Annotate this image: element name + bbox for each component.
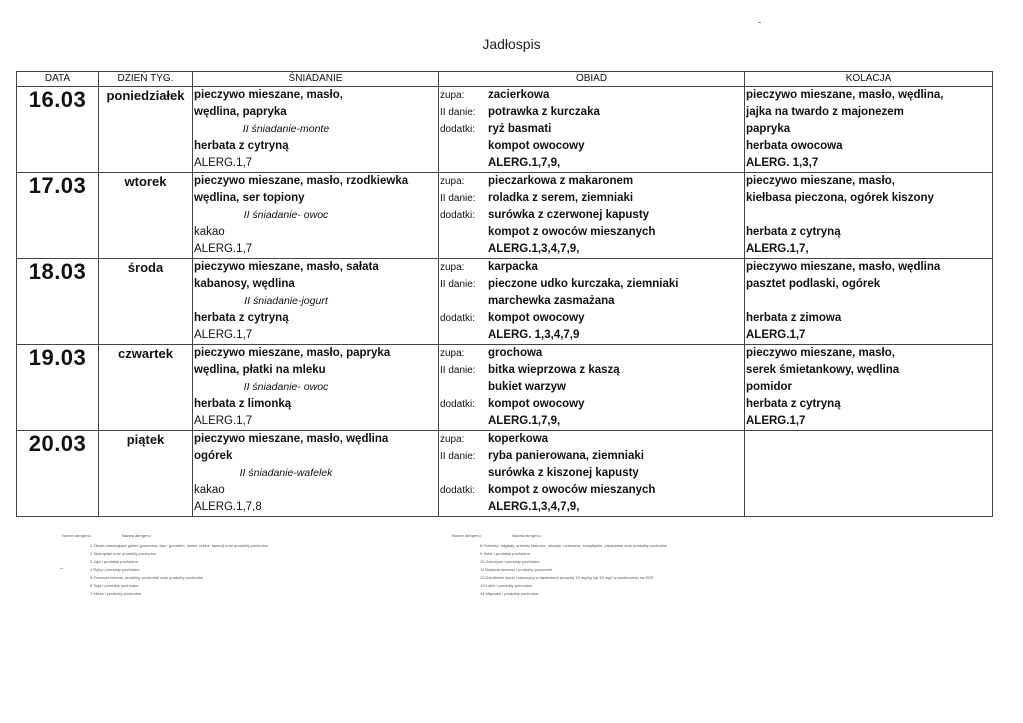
- lunch-dish: ALERG.1,7,9,: [488, 415, 561, 427]
- lunch-line: [440, 104, 744, 121]
- breakfast-line: kabanosy, wędlina: [194, 278, 295, 290]
- lunch-line: [440, 499, 744, 516]
- allergen-legend-right: [452, 532, 667, 598]
- legend-row: 10 Gorczyca i produkty pochodne: [480, 559, 540, 564]
- lunch-cell: [439, 87, 745, 173]
- lunch-line: [440, 465, 744, 482]
- lunch-line: [440, 190, 744, 207]
- dinner-line: kiełbasa pieczona, ogórek kiszony: [746, 192, 934, 204]
- lunch-line: [440, 413, 744, 430]
- dinner-line: ALERG.1,7: [746, 415, 806, 427]
- breakfast-line: kakao: [194, 226, 225, 238]
- dinner-line: herbata owocowa: [746, 140, 843, 152]
- breakfast-line: pieczywo mieszane, masło, papryka: [194, 347, 391, 359]
- lunch-course-label: II danie:: [440, 193, 476, 204]
- day-row: [17, 87, 993, 173]
- lunch-dish: roladka z serem, ziemniaki: [488, 192, 634, 204]
- lunch-dish: grochowa: [488, 347, 543, 359]
- breakfast-line: II śniadanie-wafelek: [239, 467, 333, 479]
- breakfast-cell: [193, 87, 439, 173]
- weekday-cell: [99, 431, 193, 517]
- lunch-line: [440, 293, 744, 310]
- legend-row: 7 Mleko i produkty pochodne: [90, 591, 142, 596]
- lunch-line: [440, 259, 744, 276]
- lunch-line: [440, 431, 744, 448]
- lunch-line: [440, 379, 744, 396]
- legend-row: 3 Jaja i produkty pochodne: [90, 559, 138, 564]
- lunch-dish: pieczone udko kurczaka, ziemniaki: [488, 278, 679, 290]
- lunch-line: [440, 121, 744, 138]
- breakfast-line: ALERG.1,7: [194, 329, 253, 341]
- lunch-course-label: [440, 413, 488, 430]
- dinner-line: serek śmietankowy, wędlina: [746, 364, 900, 376]
- lunch-dish: ALERG.1,3,4,7,9,: [488, 501, 580, 513]
- menu-table: [16, 71, 993, 517]
- breakfast-cell: [193, 431, 439, 517]
- lunch-line: [440, 241, 744, 258]
- lunch-dish: zacierkowa: [488, 89, 550, 101]
- dinner-line: ALERG.1,7: [746, 329, 806, 341]
- lunch-course-label: zupa:: [440, 176, 465, 187]
- weekday-cell: [99, 173, 193, 259]
- dinner-line: papryka: [746, 123, 791, 135]
- breakfast-cell: [193, 345, 439, 431]
- header-day: DZIEŃ TYG.: [99, 72, 193, 87]
- dinner-line: ALERG. 1,3,7: [746, 157, 819, 169]
- lunch-dish: surówka z kiszonej kapusty: [488, 467, 639, 479]
- lunch-course-label: [440, 499, 488, 516]
- lunch-course-label: zupa:: [440, 348, 465, 359]
- breakfast-line: kakao: [194, 484, 225, 496]
- allergen-legend-left: [62, 532, 268, 598]
- lunch-line: [440, 396, 744, 413]
- breakfast-line: ALERG.1,7: [194, 243, 253, 255]
- lunch-dish: kompot owocowy: [488, 398, 585, 410]
- lunch-dish: koperkowa: [488, 433, 549, 445]
- dinner-cell: [745, 431, 993, 517]
- breakfast-line: herbata z cytryną: [194, 312, 289, 324]
- date-cell: [17, 173, 99, 259]
- scan-dash: –: [60, 566, 64, 572]
- dinner-line: jajka na twardo z majonezem: [746, 106, 904, 118]
- lunch-course-label: [440, 155, 488, 172]
- lunch-course-label: zupa:: [440, 434, 465, 445]
- lunch-dish: bukiet warzyw: [488, 381, 566, 393]
- lunch-line: [440, 224, 744, 241]
- legend-row: 1 Zboża zawierające gluten (pszenica, żyto, jęczmień, owies, orkisz, kamut) oraz produkty pochodne: [90, 543, 269, 548]
- legend-row: 14 Mięczaki i produkty pochodne: [480, 591, 539, 596]
- dinner-line: [746, 207, 992, 224]
- legend-col-name: Nazwa alergenu: [511, 533, 541, 538]
- lunch-cell: [439, 431, 745, 517]
- day-row: [17, 345, 993, 431]
- header-dinner: KOLACJA: [745, 72, 993, 87]
- dinner-line: herbata z zimowa: [746, 312, 842, 324]
- breakfast-cell: [193, 173, 439, 259]
- breakfast-line: herbata z cytryną: [194, 140, 289, 152]
- header-breakfast: ŚNIADANIE: [193, 72, 439, 87]
- day-row: [17, 173, 993, 259]
- breakfast-line: pieczywo mieszane, masło,: [194, 89, 343, 101]
- breakfast-line: wędlina, papryka: [194, 106, 287, 118]
- lunch-cell: [439, 173, 745, 259]
- dinner-line: pieczywo mieszane, masło,: [746, 347, 895, 359]
- header-date: DATA: [17, 72, 99, 87]
- lunch-dish: ryba panierowana, ziemniaki: [488, 450, 644, 462]
- lunch-dish: ALERG.1,7,9,: [488, 157, 561, 169]
- breakfast-line: ALERG.1,7: [194, 415, 253, 427]
- breakfast-line: pieczywo mieszane, masło, wędlina: [194, 433, 389, 445]
- date-cell: [17, 87, 99, 173]
- dinner-line: pasztet podlaski, ogórek: [746, 278, 881, 290]
- lunch-course-label: [440, 293, 488, 310]
- scan-mark: [758, 22, 761, 23]
- lunch-line: [440, 87, 744, 104]
- header-lunch: OBIAD: [439, 72, 745, 87]
- breakfast-line: II śniadanie-jogurt: [244, 295, 328, 307]
- lunch-course-label: [440, 224, 488, 241]
- breakfast-cell: [193, 259, 439, 345]
- dinner-cell: [745, 173, 993, 259]
- breakfast-line: II śniadanie- owoc: [243, 209, 329, 221]
- date-value: 16.03: [28, 87, 87, 112]
- lunch-cell: [439, 259, 745, 345]
- lunch-dish: marchewka zasmażana: [488, 295, 615, 307]
- breakfast-line: ALERG.1,7: [194, 157, 253, 169]
- lunch-line: [440, 138, 744, 155]
- dinner-cell: [745, 345, 993, 431]
- breakfast-line: pieczywo mieszane, masło, rzodkiewka: [194, 175, 409, 187]
- weekday-cell: [99, 345, 193, 431]
- lunch-dish: surówka z czerwonej kapusty: [488, 209, 650, 221]
- legend-row: 13 Łubin i produkty pochodne: [480, 583, 533, 588]
- lunch-dish: kompot owocowy: [488, 312, 585, 324]
- lunch-dish: potrawka z kurczaka: [488, 106, 600, 118]
- lunch-course-label: [440, 138, 488, 155]
- legend-row: 12 Dwutlenek siarki i siarczyny w stężeniach powyżej 10 mg/kg lub 10 mg/l w przeliczeniu na SO2: [480, 575, 654, 580]
- breakfast-line: pieczywo mieszane, masło, sałata: [194, 261, 379, 273]
- date-cell: [17, 431, 99, 517]
- dinner-line: herbata z cytryną: [746, 398, 841, 410]
- lunch-line: [440, 482, 744, 499]
- weekday-value: środa: [127, 260, 164, 275]
- lunch-line: [440, 448, 744, 465]
- date-cell: [17, 259, 99, 345]
- dinner-line: pomidor: [746, 381, 792, 393]
- page-title: Jadłospis: [482, 36, 541, 52]
- breakfast-line: herbata z limonką: [194, 398, 292, 410]
- breakfast-line: II śniadanie- owoc: [243, 381, 329, 393]
- header-row: [17, 72, 993, 87]
- legend-row: 2 Skorupiaki oraz produkty pochodne: [90, 551, 157, 556]
- lunch-course-label: [440, 379, 488, 396]
- breakfast-line: wędlina, płatki na mleku: [194, 364, 326, 376]
- lunch-line: [440, 362, 744, 379]
- dinner-cell: [745, 87, 993, 173]
- lunch-line: [440, 310, 744, 327]
- lunch-dish: ryż basmati: [488, 123, 552, 135]
- lunch-course-label: dodatki:: [440, 210, 476, 221]
- weekday-value: piątek: [126, 432, 165, 447]
- legend-col-name: Nazwa alergenu: [121, 533, 151, 538]
- lunch-dish: kompot z owoców mieszanych: [488, 226, 656, 238]
- lunch-dish: bitka wieprzowa z kaszą: [488, 364, 620, 376]
- weekday-cell: [99, 259, 193, 345]
- lunch-cell: [439, 345, 745, 431]
- lunch-course-label: zupa:: [440, 262, 465, 273]
- legend-row: 11 Nasiona sezamu i produkty pochodne: [480, 567, 553, 572]
- lunch-course-label: dodatki:: [440, 313, 476, 324]
- lunch-course-label: II danie:: [440, 451, 476, 462]
- breakfast-line: ogórek: [194, 450, 233, 462]
- weekday-cell: [99, 87, 193, 173]
- lunch-line: [440, 345, 744, 362]
- dinner-line: herbata z cytryną: [746, 226, 841, 238]
- lunch-course-label: [440, 327, 488, 344]
- lunch-course-label: II danie:: [440, 279, 476, 290]
- dinner-line: pieczywo mieszane, masło, wędlina,: [746, 89, 944, 101]
- breakfast-line: II śniadanie-monte: [242, 123, 330, 135]
- legend-col-number: Numer alergenu: [62, 533, 91, 538]
- lunch-course-label: zupa:: [440, 90, 465, 101]
- lunch-course-label: dodatki:: [440, 485, 476, 496]
- dinner-line: pieczywo mieszane, masło,: [746, 175, 895, 187]
- lunch-course-label: [440, 241, 488, 258]
- breakfast-line: ALERG.1,7,8: [194, 501, 262, 513]
- lunch-dish: kompot z owoców mieszanych: [488, 484, 656, 496]
- legend-col-number: Numer alergenu: [452, 533, 481, 538]
- date-value: 20.03: [28, 431, 87, 456]
- lunch-course-label: II danie:: [440, 365, 476, 376]
- lunch-dish: karpacka: [488, 261, 538, 273]
- lunch-dish: ALERG.1,3,4,7,9,: [488, 243, 580, 255]
- dinner-cell: [745, 259, 993, 345]
- lunch-line: [440, 327, 744, 344]
- legend-row: 9 Seler i produkty pochodne: [480, 551, 530, 556]
- dinner-line: pieczywo mieszane, masło, wędlina: [746, 261, 941, 273]
- weekday-value: czwartek: [118, 346, 173, 361]
- lunch-course-label: dodatki:: [440, 124, 476, 135]
- weekday-value: wtorek: [124, 174, 167, 189]
- lunch-line: [440, 207, 744, 224]
- weekday-value: poniedziałek: [106, 88, 185, 103]
- lunch-line: [440, 173, 744, 190]
- lunch-line: [440, 155, 744, 172]
- day-row: [17, 431, 993, 517]
- legend-row: 5 Orzeszki ziemne, produkty pochodne oraz produkty pochodne: [90, 575, 204, 580]
- lunch-dish: kompot owocowy: [488, 140, 585, 152]
- lunch-line: [440, 276, 744, 293]
- date-cell: [17, 345, 99, 431]
- lunch-course-label: [440, 465, 488, 482]
- date-value: 17.03: [28, 173, 87, 198]
- day-row: [17, 259, 993, 345]
- legend-row: 8 Orzechy: migdały, orzechy laskowe, włoskie, nerkowca, brazylijskie, pistacjowe oraz produkty pochodne: [480, 543, 668, 548]
- legend-row: 6 Soja i produkty pochodne: [90, 583, 139, 588]
- breakfast-line: wędlina, ser topiony: [194, 192, 305, 204]
- lunch-dish: ALERG. 1,3,4,7,9: [488, 329, 580, 341]
- date-value: 19.03: [28, 345, 87, 370]
- dinner-line: [746, 293, 992, 310]
- lunch-course-label: dodatki:: [440, 399, 476, 410]
- lunch-course-label: II danie:: [440, 107, 476, 118]
- date-value: 18.03: [28, 259, 87, 284]
- lunch-dish: pieczarkowa z makaronem: [488, 175, 634, 187]
- dinner-line: ALERG.1,7,: [746, 243, 809, 255]
- legend-row: 4 Ryby i produkty pochodne: [90, 567, 140, 572]
